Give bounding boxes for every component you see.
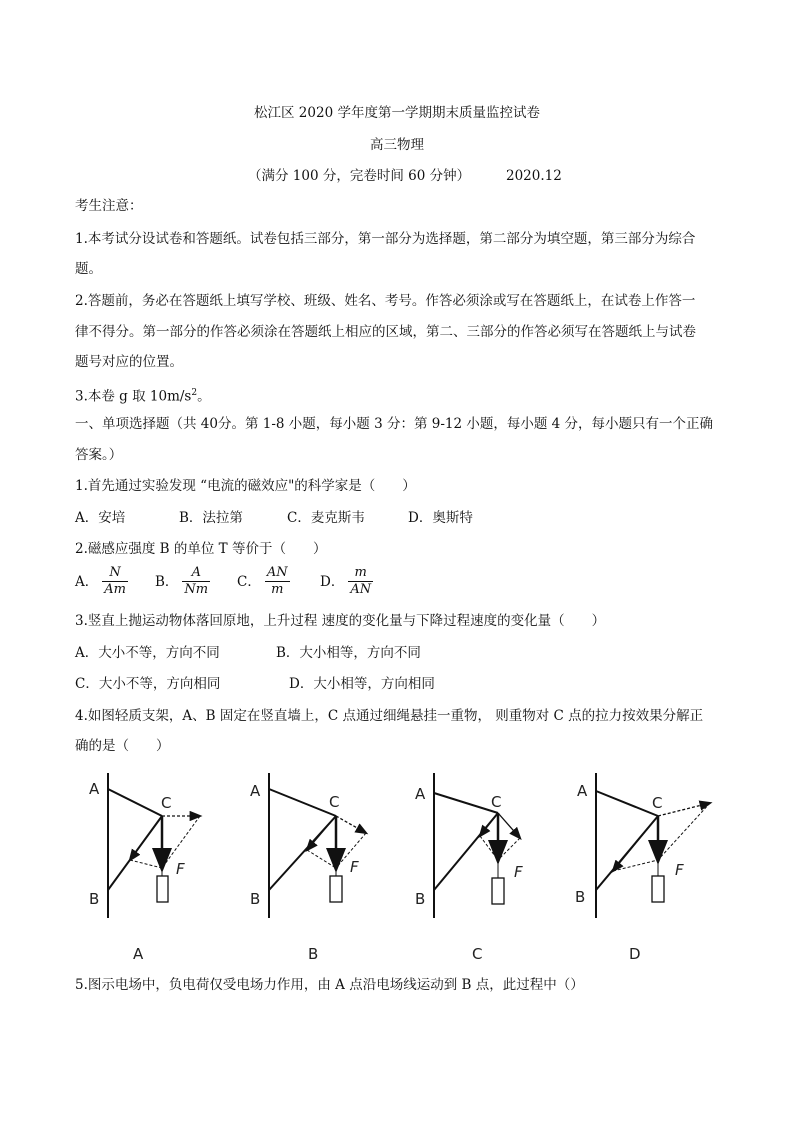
q1-option-d: D．奥斯特 (408, 510, 473, 526)
q4-diagram-b-svg (245, 768, 395, 968)
label-point-b: B (89, 890, 100, 908)
q1-option-c: C．麦克斯韦 (287, 510, 365, 526)
hanging-weight (492, 878, 504, 904)
q4-diagram-c (410, 768, 560, 968)
q2-option-a: A． $\frac{N}{Am}$ (75, 565, 126, 597)
q2-option-b: B． $\frac{A}{Nm}$ (155, 565, 209, 597)
q1-stem: 1.首先通过实验发现 “电流的磁效应"的科学家是（ ） (75, 478, 416, 494)
label-force-f: F (675, 861, 684, 879)
component-arrow-1 (498, 813, 520, 838)
subject-title: 高三物理 (370, 137, 424, 153)
q4-diagram-d-svg (568, 768, 728, 968)
q3-stem: 3.竖直上抛运动物体落回原地，上升过程 速度的变化量与下降过程速度的变化量（ ） (75, 613, 606, 629)
parallelogram-side-1 (498, 838, 520, 860)
label-point-c: C (161, 794, 172, 812)
hanging-weight (330, 876, 342, 902)
label-point-a: A (415, 785, 426, 803)
rod-ac (108, 789, 162, 816)
caption-d: D (629, 945, 641, 963)
rod-ac (596, 791, 658, 816)
parallelogram-side-2 (480, 836, 498, 860)
q4-diagram-c-svg (410, 768, 560, 968)
q3-option-d: D．大小相等，方向相同 (289, 676, 435, 692)
q4-stem-line-1: 4.如图轻质支架，A、B 固定在竖直墙上，C 点通过细绳悬挂一重物， 则重物对 C 点的拉力按效果分解正 (75, 708, 704, 724)
label-point-c: C (329, 793, 340, 811)
caption-b: B (308, 945, 319, 963)
component-arrow-2 (613, 816, 658, 871)
rod-ac (434, 793, 498, 813)
label-force-f: F (350, 858, 359, 876)
label-point-b: B (250, 890, 261, 908)
q2-option-d-fraction: $\frac{m}{AN}$ (350, 565, 372, 597)
label-force-f: F (514, 863, 523, 881)
label-point-a: A (577, 782, 588, 800)
label-force-f: F (176, 860, 185, 878)
notice-item-2-line-2: 律不得分。第一部分的作答必须涂在答题纸上相应的区域，第二、三部分的作答必须写在答题纸上与试卷 (75, 324, 696, 340)
label-point-b: B (575, 888, 586, 906)
component-arrow-1 (658, 803, 710, 816)
q4-diagram-b (245, 768, 395, 968)
section-1-intro-line-1: 一、单项选择题（共 40分。第 1-8 小题，每小题 3 分：第 9-12 小题，每小题 4 分，每小题只有一个正确 (75, 416, 714, 432)
q1-option-b: B．法拉第 (179, 510, 243, 526)
q4-diagram-a-svg (75, 768, 225, 968)
q2-option-c-fraction: $\frac{AN}{m}$ (266, 565, 288, 597)
notice-item-2-line-3: 题号对应的位置。 (75, 354, 183, 370)
label-point-a: A (250, 782, 261, 800)
notice-heading: 考生注意： (75, 198, 143, 214)
exam-title: 松江区 2020 学年度第一学期期末质量监控试卷 (254, 105, 540, 121)
section-1-intro-line-2: 答案。） (75, 447, 123, 463)
caption-a: A (133, 945, 144, 963)
notice-item-1-line-1: 1.本考试分设试卷和答题纸。试卷包括三部分，第一部分为选择题，第二部分为填空题，第三部分为综合 (75, 231, 696, 247)
caption-c: C (472, 945, 483, 963)
parallelogram-side-2 (307, 850, 336, 868)
component-arrow-2 (130, 816, 162, 860)
rod-ac (269, 789, 336, 816)
notice-item-3: 3.本卷 g 取 $10m/s^2$。 (75, 388, 211, 405)
q2-option-d: D． $\frac{m}{AN}$ (320, 565, 372, 597)
component-arrow-2 (307, 816, 336, 850)
q2-option-a-fraction: $\frac{N}{Am}$ (104, 565, 126, 597)
q2-option-c: C． $\frac{AN}{m}$ (237, 565, 288, 597)
q4-diagram-d (568, 768, 728, 968)
hanging-weight (652, 876, 664, 902)
q1-option-a: A．安培 (75, 510, 126, 526)
q4-diagram-a (75, 768, 225, 968)
parallelogram-side-1 (658, 803, 710, 860)
exam-date: 2020.12 (506, 168, 562, 184)
label-point-b: B (415, 890, 426, 908)
label-point-a: A (89, 780, 100, 798)
hanging-weight (157, 876, 168, 902)
label-point-c: C (652, 794, 663, 812)
component-arrow-1 (336, 816, 366, 833)
notice-item-1-line-2: 题。 (75, 261, 102, 277)
q2-option-b-fraction: $\frac{A}{Nm}$ (184, 565, 209, 597)
parallelogram-side-2 (130, 860, 162, 868)
exam-info: （满分 100 分，完卷时间 60 分钟） (248, 168, 471, 184)
q5-stem: 5.图示电场中，负电荷仅受电场力作用，由 A 点沿电场线运动到 B 点，此过程中（） (75, 977, 584, 993)
component-arrow-2 (480, 813, 498, 836)
q3-option-a: A．大小不等，方向不同 (75, 645, 220, 661)
q2-stem: 2.磁感应强度 B 的单位 T 等价于（ ） (75, 541, 327, 557)
notice-item-2-line-1: 2.答题前，务必在答题纸上填写学校、班级、姓名、考号。作答必须涂或写在答题纸上，在试卷上作答一 (75, 293, 696, 309)
q3-option-b: B．大小相等，方向不同 (276, 645, 421, 661)
q4-stem-line-2: 确的是（ ） (75, 738, 170, 754)
label-point-c: C (491, 793, 502, 811)
q3-option-c: C．大小不等，方向相同 (75, 676, 221, 692)
